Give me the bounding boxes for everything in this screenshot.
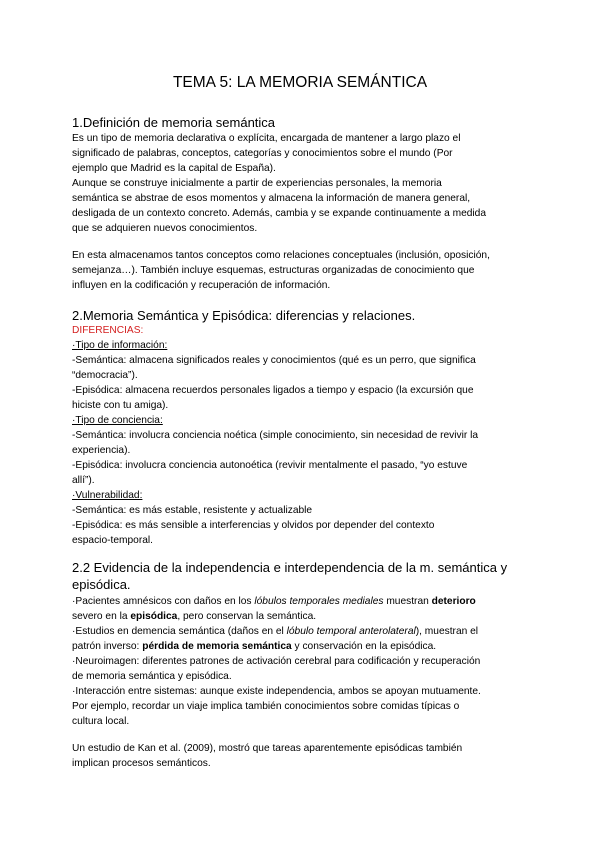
text-line: Es un tipo de memoria declarativa o explícita, encargada de mantener a largo plazo el [72,133,461,144]
consciousness-type-label: ·Tipo de conciencia: [72,415,163,426]
section-1-paragraph-1 [72,131,542,236]
info-type-label: ·Tipo de información: [72,340,168,351]
section-2-body [72,323,542,548]
text-line: Un estudio de Kan et al. (2009), mostró que tareas aparentemente episódicas también [72,743,463,754]
text-line: En esta almacenamos tantos conceptos como relaciones conceptuales (inclusión, oposición, [72,250,490,261]
text-line: de memoria semántica y episódica. [72,671,232,682]
text-line: -Semántica: almacena significados reales y conocimientos (qué es un perro, que significa [72,355,476,366]
text-line: que se adquieren nuevos conocimientos. [72,223,258,234]
text-line: allí”). [72,475,95,486]
text-line: “democracia”). [72,370,138,381]
text-line: -Episódica: involucra conciencia autonoética (revivir mentalmente el pasado, “yo estuve [72,460,468,471]
text-line: hiciste con tu amiga). [72,400,169,411]
differences-label: DIFERENCIAS: [72,325,144,336]
text-line: cultura local. [72,716,130,727]
text-line: -Semántica: es más estable, resistente y actualizable [72,505,313,516]
section-1-paragraph-2 [72,248,542,293]
text-line: ·Interacción entre sistemas: aunque existe independencia, ambos se apoyan mutuamente. [72,686,481,697]
vulnerability-label: ·Vulnerabilidad: [72,490,143,501]
text-line: influyen en la codificación y recuperación de información. [72,280,331,291]
section-2-heading: 2.Memoria Semántica y Episódica: diferencias y relaciones. [72,308,416,323]
heading-line: 2.2 Evidencia de la independencia e interdependencia de la m. semántica y [72,560,508,575]
bullet-dementia-line-2: patrón inverso: pérdida de memoria semántica y conservación en la episódica. [72,641,437,652]
bullet-dementia-line-1: ·Estudios en demencia semántica (daños en el lóbulo temporal anterolateral), muestran el [72,626,479,637]
section-1-heading: 1.Definición de memoria semántica [72,115,276,130]
text-line: Por ejemplo, recordar un viaje implica también conocimientos sobre comidas típicas o [72,701,460,712]
text-line: -Semántica: involucra conciencia noética (simple conocimiento, sin necesidad de revivir la [72,430,478,441]
text-line: espacio-temporal. [72,535,153,546]
text-line: -Episódica: almacena recuerdos personales ligados a tiempo y espacio (la excursión que [72,385,474,396]
heading-line: episódica. [72,577,131,592]
text-line: ·Neuroimagen: diferentes patrones de activación cerebral para codificación y recuperación [72,656,481,667]
closing-paragraph [72,741,542,771]
bullet-amnesic-line-2: severo en la episódica, pero conservan la semántica. [72,611,317,622]
section-2-2-body [72,594,542,729]
text-line: significado de palabras, conceptos, categorías y conocimientos sobre el mundo (Por [72,148,453,159]
document-title: TEMA 5: LA MEMORIA SEMÁNTICA [172,74,428,91]
section-2-2-heading [72,559,542,593]
text-line: implican procesos semánticos. [72,758,211,769]
text-line: -Episódica: es más sensible a interferencias y olvidos por depender del contexto [72,520,435,531]
text-line: semejanza…). También incluye esquemas, estructuras organizadas de conocimiento que [72,265,475,276]
text-line: semántica se abstrae de esos momentos y almacena la información de manera general, [72,193,471,204]
text-line: experiencia). [72,445,131,456]
bullet-amnesic-line-1: ·Pacientes amnésicos con daños en los lóbulos temporales mediales muestran deterioro [72,596,476,607]
text-line: Aunque se construye inicialmente a partir de experiencias personales, la memoria [72,178,442,189]
text-line: desligada de un contexto concreto. Además, cambia y se expande continuamente a medida [72,208,486,219]
text-line: ejemplo que Madrid es la capital de España). [72,163,276,174]
